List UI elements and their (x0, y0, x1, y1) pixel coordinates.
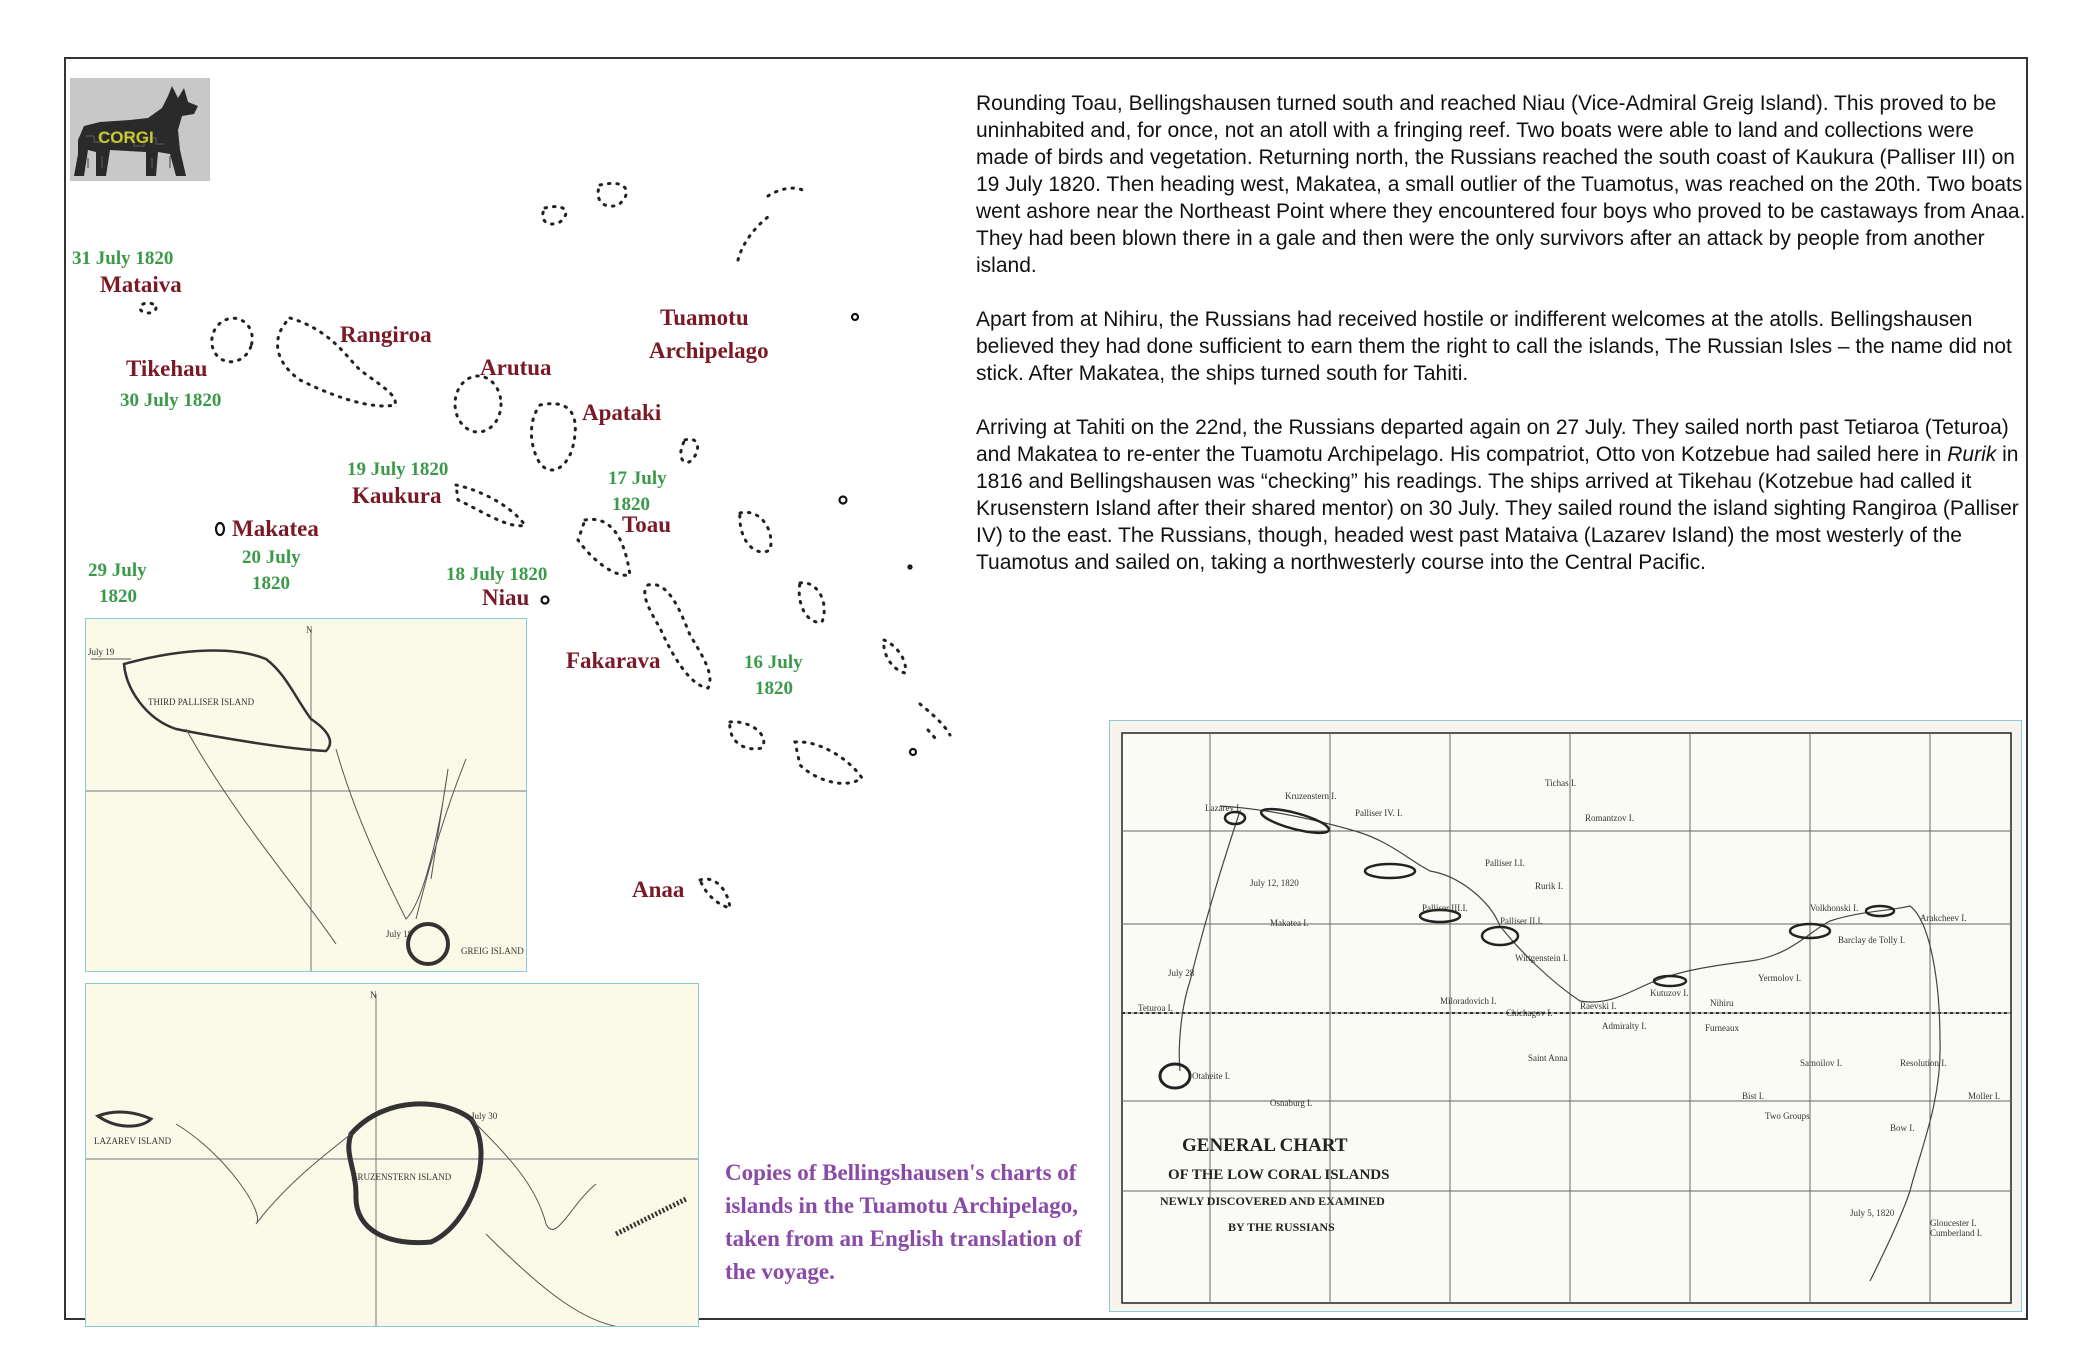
small-atoll-9 (795, 742, 862, 783)
label-kaukura: Kaukura (352, 483, 442, 508)
north-mark: N (306, 625, 313, 635)
gc-label-tichas: Tichas I. (1545, 778, 1577, 788)
gc-label-kruzenstern: Kruzenstern I. (1285, 791, 1337, 801)
gc-label-romantzov: Romantzov I. (1585, 813, 1634, 823)
small-atoll-7 (884, 640, 906, 673)
gc-label-wittgenstein: Wittgenstein I. (1515, 953, 1569, 963)
gc-label-volkhonski: Volkhonski I. (1810, 903, 1859, 913)
gc-label-teturoa: Teturoa I. (1138, 1003, 1173, 1013)
gc-label-saint-anna: Saint Anna (1528, 1053, 1568, 1063)
narrative-paragraph-1: Rounding Toau, Bellingshausen turned south and reached Niau (Vice-Admiral Greig Island). This proved to be uninhabited and, for once, not an atoll with a fringing reef. Two boats were able to land and collections were made of birds and vegetation. Returning north, the Russians reached the south coast of Kaukura (Palliser III) on 19 July 1820. Then heading west, Makatea, a small outlier of the Tuamotus, was reached on the 20th. Two boats went ashore near the Northeast Point where they encountered four boys who proved to be castaways from Anaa. They had been blown there in a gale and then were the only survivors after an attack by people from another island. (976, 92, 2026, 277)
gc-label-palliser1: Palliser I.I. (1485, 858, 1525, 868)
gc-label-gloucester: Gloucester I. (1930, 1218, 1977, 1228)
gc-label-nihiru: Nihiru (1710, 998, 1734, 1008)
island-dot-1 (852, 314, 858, 320)
makatea-island (216, 523, 224, 535)
arutua-atoll (455, 376, 501, 432)
date-20-july-year: 1820 (252, 573, 290, 594)
date-17-july-year: 1820 (612, 494, 650, 515)
label-mataiva: Mataiva (100, 272, 182, 297)
small-atoll-6 (799, 583, 824, 623)
inset-chart-lazarev-kruzenstern (85, 983, 699, 1327)
inset2-note-1: July 30 (471, 1111, 498, 1121)
apataki-atoll (531, 404, 575, 470)
date-17-july: 17 July (608, 468, 667, 489)
date-31-july: 31 July 1820 (72, 248, 174, 269)
gc-label-chichagov: Chichagov I. (1506, 1008, 1553, 1018)
label-arutua: Arutua (480, 355, 552, 380)
gc-label-makatea: Makatea I. (1270, 918, 1309, 928)
gc-label-arakcheev: Arakcheev I. (1920, 913, 1967, 923)
inset-chart-palliser-greig (85, 618, 527, 972)
gc-label-admiralty: Admiralty I. (1602, 1021, 1647, 1031)
inset1-island-name: THIRD PALLISER ISLAND (148, 697, 255, 707)
label-anaa: Anaa (632, 877, 685, 902)
gc-label-two-groups: Two Groups (1765, 1111, 1810, 1121)
narrative-text (976, 90, 2026, 603)
general-chart (1109, 720, 2022, 1312)
gc-label-palliser2: Palliser II.I. (1500, 916, 1543, 926)
narrative-paragraph-2: Apart from at Nihiru, the Russians had received hostile or indifferent welcomes at the atolls. Bellingshausen believed they had done sufficient to earn them the right to call the islands, The Russian Isles – the name did not stick. After Makatea, the ships turned south for Tahiti. (976, 308, 2012, 385)
gc-label-july5: July 5, 1820 (1850, 1208, 1895, 1218)
anaa-atoll (700, 879, 730, 908)
gc-label-rurik: Rurik I. (1535, 881, 1563, 891)
gc-label-july12: July 12, 1820 (1250, 878, 1299, 888)
inset1-note-1: July 19 (88, 647, 115, 657)
gc-label-bist: Bist I. (1742, 1091, 1765, 1101)
date-16-july-year: 1820 (755, 678, 793, 699)
label-makatea: Makatea (232, 516, 319, 541)
north-mark-2: N (370, 990, 377, 1000)
caption: Copies of Bellingshausen's charts of islands in the Tuamotu Archipelago, taken from an English translation of the voyage. (725, 1160, 1082, 1284)
gc-label-moller: Moller I. (1968, 1091, 2000, 1101)
gc-label-barclay: Barclay de Tolly I. (1838, 935, 1906, 945)
label-rangiroa: Rangiroa (340, 322, 432, 347)
date-18-july: 18 July 1820 (446, 564, 548, 585)
label-apataki: Apataki (582, 400, 662, 425)
date-20-july: 20 July (242, 547, 301, 568)
inset1-greig-name: GREIG ISLAND (461, 946, 524, 956)
island-dot-4 (909, 566, 912, 569)
gc-label-resolution: Resolution I. (1900, 1058, 1947, 1068)
inset2-lazarev-name: LAZAREV ISLAND (94, 1136, 172, 1146)
gc-title-2: OF THE LOW CORAL ISLANDS (1168, 1167, 1390, 1183)
gc-title-4: BY THE RUSSIANS (1228, 1220, 1335, 1234)
small-atoll-3 (738, 188, 805, 260)
label-tuamotu-1: Tuamotu (660, 305, 749, 330)
gc-label-kutuzov: Kutuzov I. (1650, 988, 1689, 998)
label-tikehau: Tikehau (126, 356, 208, 381)
gc-label-bow: Bow I. (1890, 1123, 1915, 1133)
inset2-kruzenstern-name: KRUZENSTERN ISLAND (351, 1172, 452, 1182)
ship-name: Rurik (1947, 443, 1997, 466)
small-atoll-10 (920, 704, 950, 738)
gc-label-osnaburg: Osnaburg I. (1270, 1098, 1313, 1108)
kaukura-atoll (456, 485, 525, 526)
gc-label-palliser3: Palliser III.I. (1422, 903, 1468, 913)
island-dot-3 (910, 749, 916, 755)
island-dot-2 (840, 497, 847, 504)
gc-label-miloradovich: Miloradovich I. (1440, 996, 1497, 1006)
date-16-july: 16 July (744, 652, 803, 673)
logo-text: CORGI (98, 128, 154, 147)
tikehau-atoll (206, 312, 259, 367)
date-30-july: 30 July 1820 (120, 390, 222, 411)
gc-label-lazarev: Lazarev I. (1205, 803, 1242, 813)
inset1-note-2: July 18 (386, 929, 413, 939)
small-atoll-4 (681, 439, 698, 462)
date-19-july: 19 July 1820 (347, 459, 449, 480)
small-atoll-2 (598, 183, 626, 206)
gc-label-cumberland: Cumberland I. (1930, 1228, 1982, 1238)
small-atoll-8 (730, 722, 764, 749)
gc-title-3: NEWLY DISCOVERED AND EXAMINED (1160, 1194, 1385, 1208)
label-fakarava: Fakarava (566, 648, 661, 673)
label-tuamotu-2: Archipelago (649, 338, 769, 363)
gc-label-furneaux: Furneaux (1705, 1023, 1739, 1033)
gc-title-1: GENERAL CHART (1182, 1135, 1348, 1156)
gc-label-otaheite: Otaheite I. (1192, 1071, 1230, 1081)
small-atoll-5 (740, 512, 771, 552)
label-niau: Niau (482, 585, 530, 610)
gc-label-july28: July 28 (1168, 968, 1195, 978)
label-toau: Toau (622, 512, 672, 537)
gc-label-palliser4: Palliser IV. I. (1355, 808, 1403, 818)
date-29-july: 29 July (88, 560, 147, 581)
gc-label-samoilov: Samoilov I. (1800, 1058, 1842, 1068)
date-29-july-year: 1820 (99, 586, 137, 607)
mataiva-atoll (140, 303, 156, 313)
narrative-paragraph-3: Arriving at Tahiti on the 22nd, the Russians departed again on 27 July. They sailed north past Tetiaroa (Teturoa) and Makatea to re-enter the Tuamotu Archipelago. His compatriot, Otto von Kotzebue had sailed here in Rurik in 1816 and Bellingshausen was “checking” his readings. The ships arrived at Tikehau (Kotzebue had called it Krusenstern Island after their shared mentor) on 30 July. They sailed round the island sighting Rangiroa (Palliser IV) to the east. The Russians, though, headed west past Mataiva (Lazarev Island) the most westerly of the Tuamotus and sailed on, taking a northwesterly course into the Central Pacific. (976, 416, 2019, 574)
niau-island (542, 597, 549, 604)
small-atoll-1 (543, 207, 566, 224)
gc-label-yermolov: Yermolov I. (1758, 973, 1802, 983)
gc-label-raevski: Raevski I. (1580, 1001, 1617, 1011)
